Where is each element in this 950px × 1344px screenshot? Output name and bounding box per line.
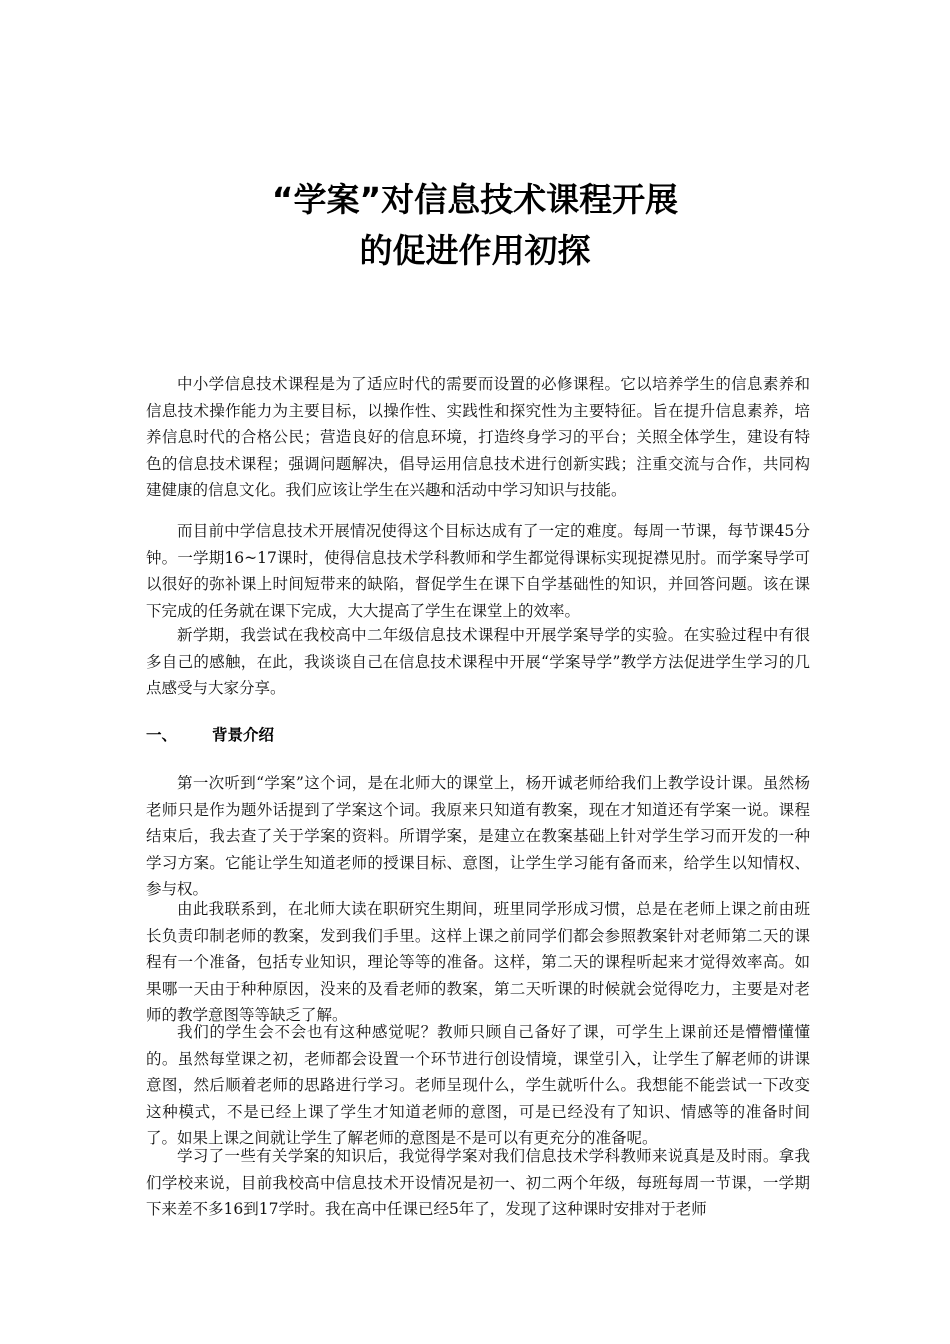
document-title-line-2: 的促进作用初探 [359, 231, 591, 270]
section-title: 背景介绍 [212, 726, 275, 744]
paragraph-current-situation: 而目前中学信息技术开展情况使得这个目标达成有了一定的难度。每周一节课，每节课45分钟。一学期16~17课时，使得信息技术学科教师和学生都觉得课标实现捉襟见肘。而学案导学可以很好的弥补课上时间短带来的缺陷，督促学生在课下自学基础性的知识，并回答问题。该在课下完成的任务就在课下完成，大大提高了学生在课堂上的效率。 [146, 522, 810, 620]
section-number: 一、 [146, 726, 178, 744]
paragraph-learning-plan: 学习了一些有关学案的知识后，我觉得学案对我们信息技术学科教师来说真是及时雨。拿我们学校来说，目前我校高中信息技术开设情况是初一、初二两个年级，每班每周一节课，一学期下来差不多16到17学时。我在高中任课已经5年了，发现了这种课时安排对于老师 [146, 1147, 810, 1218]
paragraph-graduate-study: 由此我联系到，在北师大读在职研究生期间，班里同学形成习惯，总是在老师上课之前由班长负责印制老师的教案，发到我们手里。这样上课之前同学们都会参照教案针对老师第二天的课程有一个准备，包括专业知识，理论等等的准备。这样，第二天的课程听起来才觉得效率高。如果哪一天由于种种原因，没来的及看老师的教案，第二天听课的时候就会觉得吃力，主要是对老师的教学意图等等缺乏了解。 [146, 900, 810, 1024]
paragraph-students-feeling: 我们的学生会不会也有这种感觉呢？教师只顾自己备好了课，可学生上课前还是懵懵懂懂的。虽然每堂课之初，老师都会设置一个环节进行创设情境，课堂引入，让学生了解老师的讲课意图，然后顺着老师的思路进行学习。老师呈现什么，学生就听什么。我想能不能尝试一下改变这种模式，不是已经上课了学生才知道老师的意图，可是已经没有了知识、情感等的准备时间了。如果上课之间就让学生了解老师的意图是不是可以有更充分的准备呢。 [146, 1023, 810, 1147]
paragraph-intro: 中小学信息技术课程是为了适应时代的需要而设置的必修课程。它以培养学生的信息素养和信息技术操作能力为主要目标，以操作性、实践性和探究性为主要特征。旨在提升信息素养，培养信息时代的合格公民；营造良好的信息环境，打造终身学习的平台；关照全体学生，建设有特色的信息技术课程；强调问题解决，倡导运用信息技术进行创新实践；注重交流与合作，共同构建健康的信息文化。我们应该让学生在兴趣和活动中学习知识与技能。 [146, 375, 810, 499]
paragraph-new-semester: 新学期，我尝试在我校高中二年级信息技术课程中开展学案导学的实验。在实验过程中有很多自己的感触，在此，我谈谈自己在信息技术课程中开展“学案导学”教学方法促进学生学习的几点感受与大家分享。 [146, 626, 810, 697]
section-heading [146, 723, 810, 747]
document-title-line-1: “学案”对信息技术课程开展 [271, 180, 679, 219]
paragraph-first-heard: 第一次听到“学案”这个词，是在北师大的课堂上，杨开诚老师给我们上教学设计课。虽然杨老师只是作为题外话提到了学案这个词。我原来只知道有教案，现在才知道还有学案一说。课程结束后，我去查了关于学案的资料。所谓学案，是建立在教案基础上针对学生学习而开发的一种学习方案。它能让学生知道老师的授课目标、意图，让学生学习能有备而来，给学生以知情权、参与权。 [146, 774, 810, 898]
